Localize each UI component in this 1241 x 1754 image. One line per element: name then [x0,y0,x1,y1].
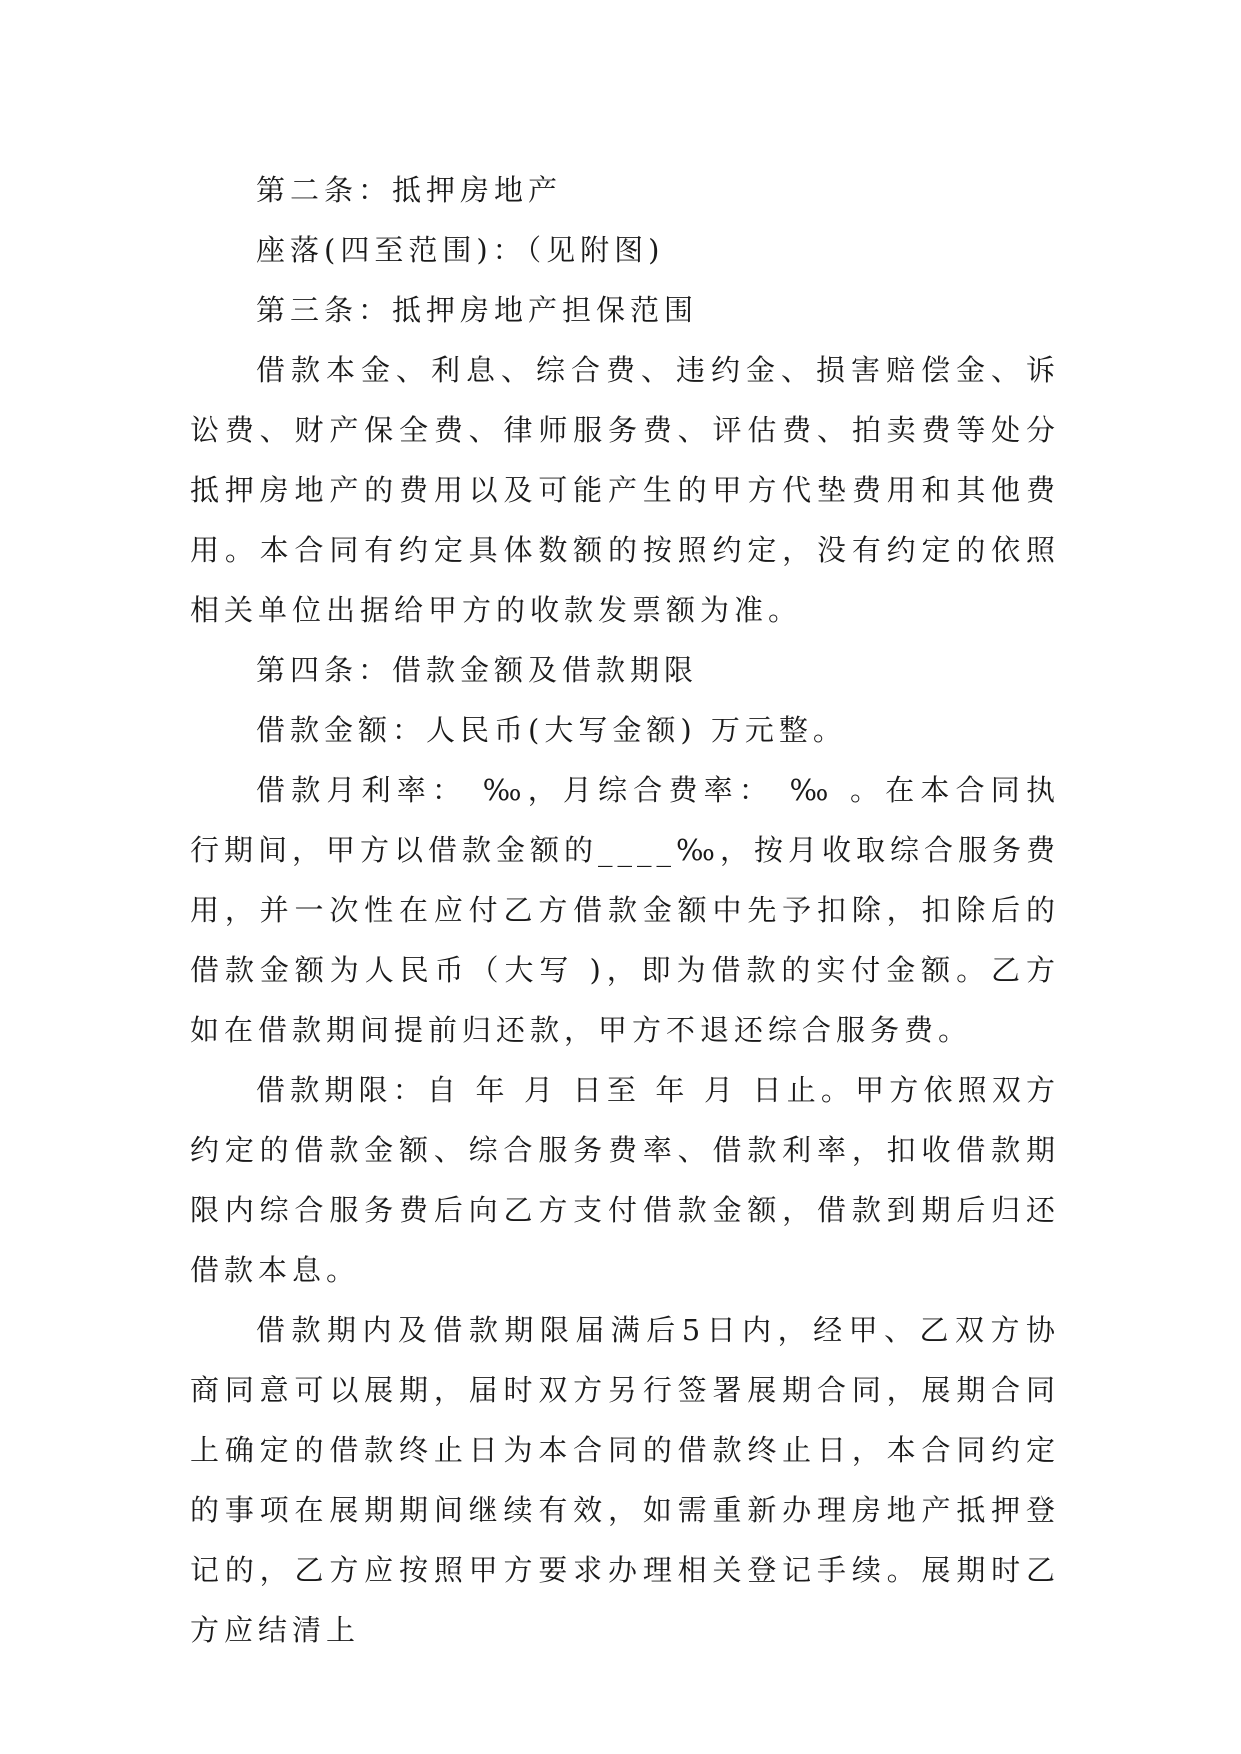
article-2-heading: 第二条：抵押房地产 [256,173,563,207]
article-3-heading: 第三条：抵押房地产担保范围 [256,293,699,327]
document-body [190,160,1060,1660]
guarantee-scope-paragraph: 借款本金、利息、综合费、违约金、损害赔偿金、诉讼费、财产保全费、律师服务费、评估费、拍卖费等处分抵押房地产的费用以及可能产生的甲方代垫费用和其他费用。本合同有约定具体数额的按照约定，没有约定的依照相关单位出据给甲方的收款发票额为准。 [190,353,1060,627]
property-location-line: 座落(四至范围)：（见附图) [256,233,665,267]
loan-term-paragraph: 借款期限：自 年 月 日至 年 月 日止。甲方依照双方约定的借款金额、综合服务费率、借款利率，扣收借款期限内综合服务费后向乙方支付借款金额，借款到期后归还借款本息。 [190,1073,1060,1287]
interest-rate-paragraph: 借款月利率： ‰，月综合费率： ‰ 。在本合同执行期间，甲方以借款金额的____‰，按月收取综合服务费用，并一次性在应付乙方借款金额中先予扣除，扣除后的借款金额为人民币（大写 )，即为借款的实付金额。乙方如在借款期间提前归还款，甲方不退还综合服务费。 [190,773,1060,1047]
article-4-heading: 第四条：借款金额及借款期限 [256,653,699,687]
loan-amount-line: 借款金额：人民币(大写金额) 万元整。 [256,713,847,747]
extension-paragraph: 借款期内及借款期限届满后5日内，经甲、乙双方协商同意可以展期，届时双方另行签署展期合同，展期合同上确定的借款终止日为本合同的借款终止日，本合同约定的事项在展期期间继续有效，如需重新办理房地产抵押登记的，乙方应按照甲方要求办理相关登记手续。展期时乙方应结清上 [190,1313,1060,1647]
